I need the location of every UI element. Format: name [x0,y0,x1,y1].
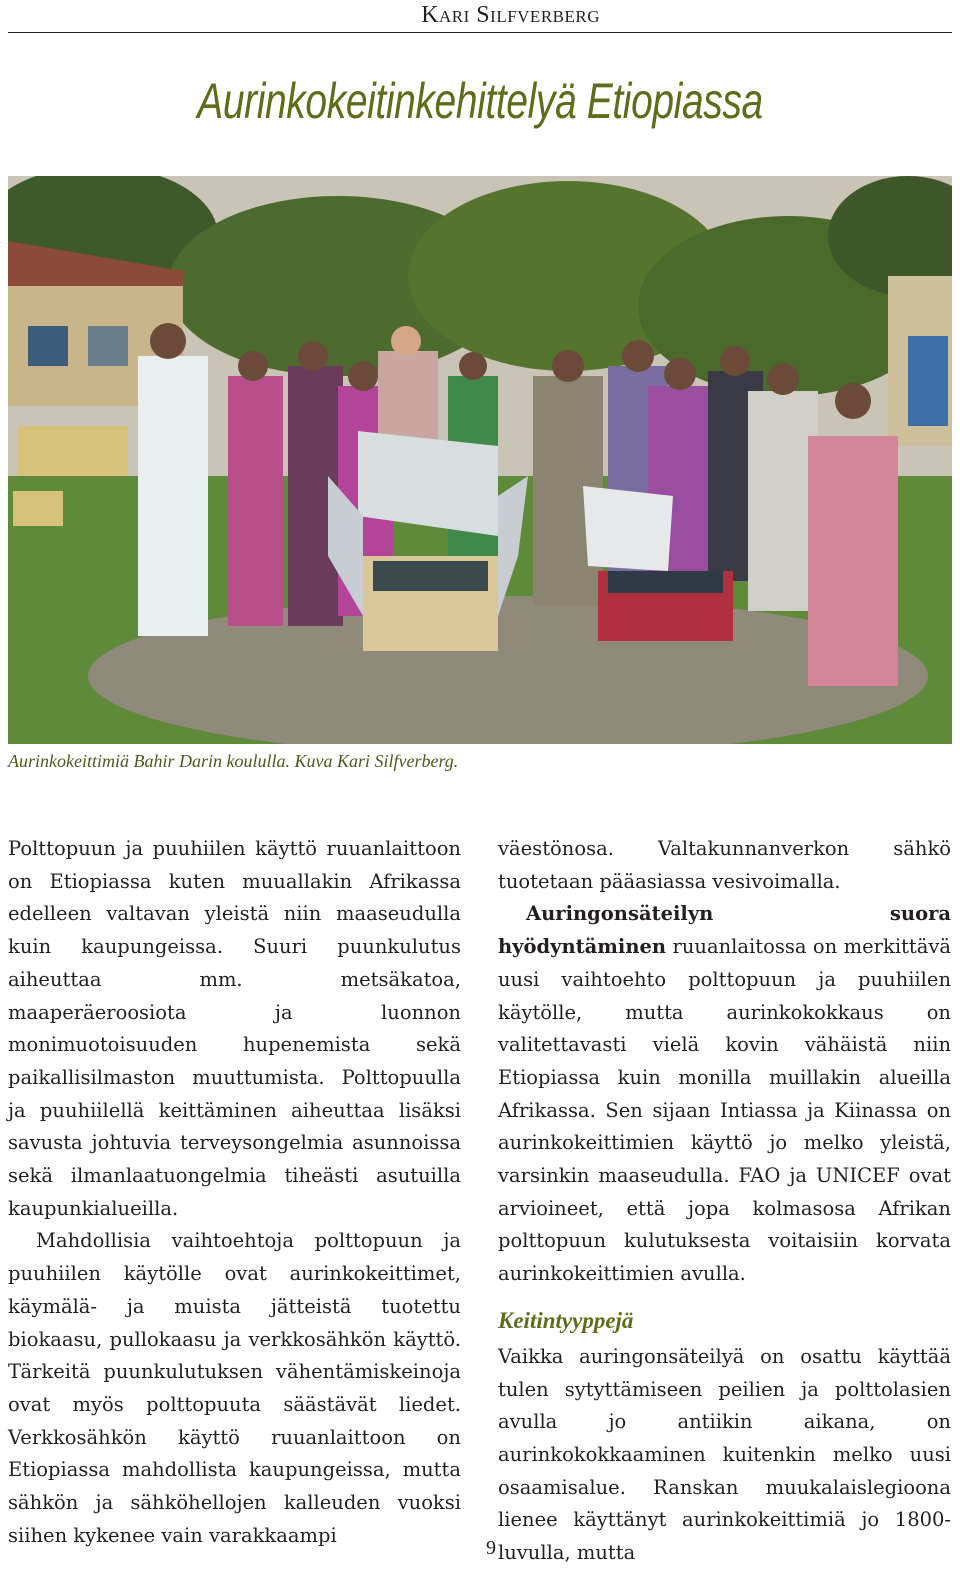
photo-planter [18,426,128,476]
body-paragraph: väestönosa. Valtakunnanverkon sähkö tuotetaan pääasiassa vesivoimalla. [498,837,951,893]
photo-window [28,326,68,366]
body-column-right [498,833,951,1570]
body-paragraph: Mahdollisia vaihtoehtoja polttopuun ja puuhiilen käytölle ovat aurinkokeittimet, käymälä- ja muista jätteistä tuotettu biokaasu, pullokaasu ja verkkosähkön käyttö. Tärkeitä puunkulutuksen vähentämiskeinoja ovat myös polttopuuta säästävät liedet. Verkkosähkön käyttö ruuanlaittoon on Etiopiassa mahdollista kaupungeissa, mutta sähkön ja sähköhellojen kalleuden vuoksi siihen kykenee vain varakkaampi [8,1229,461,1547]
page-number: 9 [486,1537,496,1559]
article-title: Aurinkokeitinkehittelyä Etiopiassa [197,73,763,129]
paragraph-lead-in: Auringonsäteilyn suora hyödyntäminen [498,902,951,959]
section-subheading: Keitintyyppejä [498,1307,634,1333]
header-rule [8,32,952,33]
body-paragraph [498,898,951,1290]
body-paragraph: Vaikka auringonsäteilyä on osattu käyttää tulen sytyttämiseen peilien ja polttolasien avulla jo antiikin aikana, on aurinkokokkaaminen kuitenkin melko uusi osaamisalue. Ranskan muukalaislegioona lienee käyttänyt aurinkokeittimiä jo 1800-luvulla, mutta [498,1344,951,1565]
photo-caption: Aurinkokeittimiä Bahir Darin koululla. Kuva Kari Silfverberg. [8,751,459,771]
body-paragraph: Polttopuun ja puuhiilen käyttö ruuanlaittoon on Etiopiassa kuten muuallakin Afrikassa edelleen valtavan yleistä niin maaseudulla kuin kaupungeissa. Suuri puunkulutus aiheuttaa mm. metsäkatoa, maaperäeroosiota ja luonnon monimuotoisuuden hupenemista sekä paikallisilmaston muuttumista. Polttopuulla ja puuhiilellä keittäminen aiheuttaa lisäksi savusta johtuvia terveysongelmia asunnoissa sekä ilmanlaatuongelmia tiheästi asutuilla kaupunkialueilla. [8,837,461,1220]
running-header-author: Kari Silfverberg [421,2,600,28]
body-column-left [8,833,461,1552]
article-photo [8,176,952,744]
photo-solar-cooker-glass [608,571,723,593]
photo-solar-cooker-reflector [583,486,673,571]
paragraph-text: ruuanlaitossa on merkittävä uusi vaihtoehto polttopuun ja puuhiilen käytölle, mutta aurinkokokkaus on valitettavasti vielä kovin vähäistä niin Etiopiassa kuin monilla muillakin alueilla Afrikassa. Sen sijaan Intiassa ja Kiinassa on aurinkokeittimien käyttö jo melko yleistä, varsinkin maaseudulla. FAO ja UNICEF ovat arvioineet, että jopa kolmasosa Afrikan polttopuun kulutuksesta voitaisiin korvata aurinkokeittimien avulla. [498,935,951,1286]
photo-window [88,326,128,366]
photo-solar-cooker-glass [373,561,488,591]
photo-mural [908,336,948,426]
photo-planter [13,491,63,526]
